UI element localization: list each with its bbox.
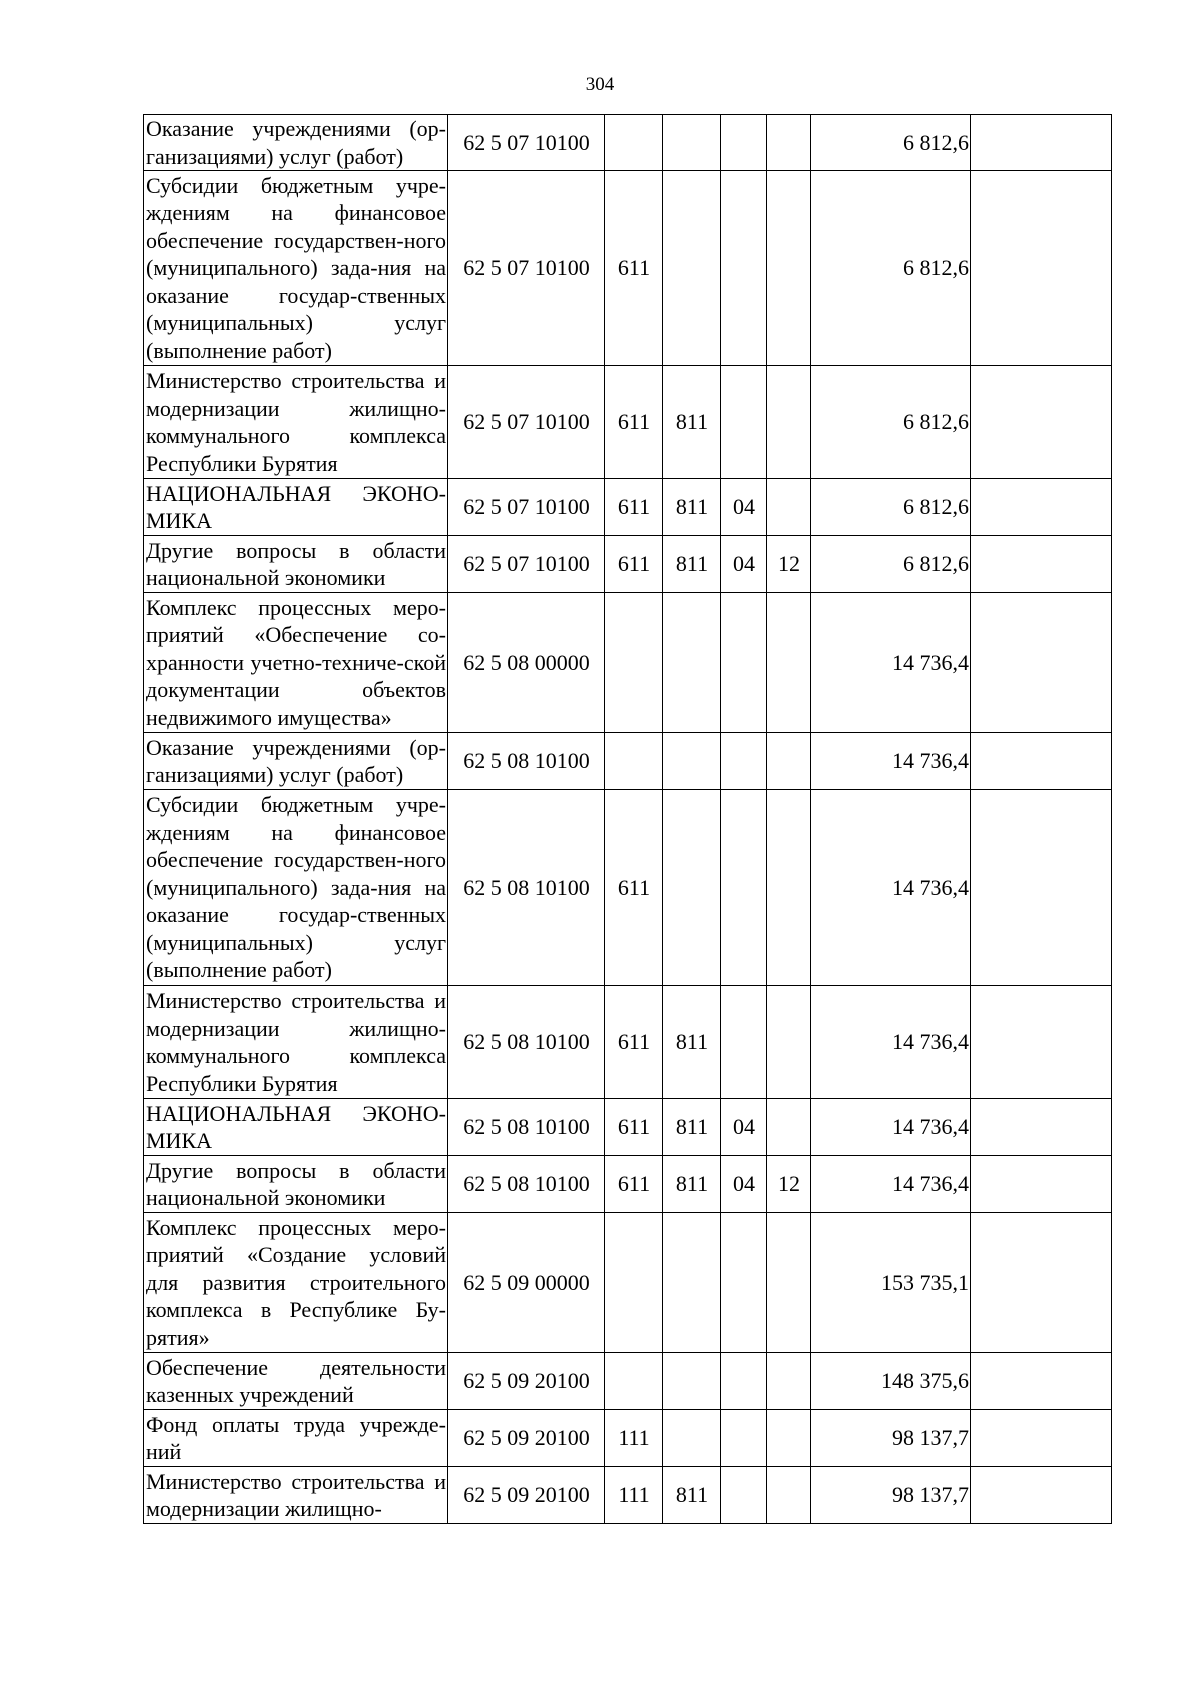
row-section xyxy=(721,1467,767,1524)
row-section xyxy=(721,1410,767,1467)
table-row xyxy=(144,1099,1112,1156)
row-amount: 6 812,6 xyxy=(811,479,971,536)
row-expense-type: 611 xyxy=(605,171,663,366)
row-expense-type xyxy=(605,115,663,171)
row-section xyxy=(721,171,767,366)
row-extra xyxy=(971,366,1112,479)
row-ministry-code xyxy=(663,171,721,366)
row-subsection xyxy=(767,593,811,733)
row-target-code: 62 5 09 20100 xyxy=(448,1353,605,1410)
row-extra xyxy=(971,171,1112,366)
row-extra xyxy=(971,733,1112,790)
table-row xyxy=(144,986,1112,1099)
row-extra xyxy=(971,1099,1112,1156)
row-name: Субсидии бюджетным учре-ждениям на финансовое обеспечение государствен-ного (муниципального) зада-ния на оказание государ-ственных (муниципальных) услуг (выполнение работ) xyxy=(144,790,448,986)
row-target-code: 62 5 07 10100 xyxy=(448,171,605,366)
row-amount: 98 137,7 xyxy=(811,1467,971,1524)
row-target-code: 62 5 08 10100 xyxy=(448,733,605,790)
row-subsection xyxy=(767,479,811,536)
row-target-code: 62 5 08 10100 xyxy=(448,986,605,1099)
row-extra xyxy=(971,593,1112,733)
row-name: Министерство строительства и модернизации жилищно- xyxy=(144,1467,448,1524)
row-expense-type: 611 xyxy=(605,1099,663,1156)
row-name: Другие вопросы в области национальной экономики xyxy=(144,1156,448,1213)
row-ministry-code xyxy=(663,1213,721,1353)
row-ministry-code: 811 xyxy=(663,366,721,479)
row-subsection xyxy=(767,733,811,790)
row-name: Субсидии бюджетным учре-ждениям на финансовое обеспечение государствен-ного (муниципального) зада-ния на оказание государ-ственных (муниципальных) услуг (выполнение работ) xyxy=(144,171,448,366)
row-section xyxy=(721,115,767,171)
row-target-code: 62 5 08 10100 xyxy=(448,1099,605,1156)
row-expense-type: 611 xyxy=(605,536,663,593)
row-extra xyxy=(971,1353,1112,1410)
table-row xyxy=(144,790,1112,986)
row-subsection xyxy=(767,171,811,366)
row-extra xyxy=(971,1213,1112,1353)
row-ministry-code: 811 xyxy=(663,479,721,536)
row-expense-type xyxy=(605,1213,663,1353)
table-row xyxy=(144,1410,1112,1467)
row-ministry-code xyxy=(663,790,721,986)
row-target-code: 62 5 08 00000 xyxy=(448,593,605,733)
table-row xyxy=(144,366,1112,479)
row-ministry-code xyxy=(663,115,721,171)
row-section: 04 xyxy=(721,536,767,593)
row-ministry-code: 811 xyxy=(663,986,721,1099)
table-row xyxy=(144,1156,1112,1213)
row-subsection xyxy=(767,115,811,171)
row-expense-type: 611 xyxy=(605,1156,663,1213)
row-target-code: 62 5 08 10100 xyxy=(448,1156,605,1213)
row-expense-type: 111 xyxy=(605,1467,663,1524)
row-ministry-code xyxy=(663,1353,721,1410)
row-name: НАЦИОНАЛЬНАЯ ЭКОНО-МИКА xyxy=(144,479,448,536)
row-ministry-code: 811 xyxy=(663,1099,721,1156)
row-ministry-code xyxy=(663,1410,721,1467)
row-amount: 14 736,4 xyxy=(811,1099,971,1156)
row-subsection: 12 xyxy=(767,536,811,593)
table-row xyxy=(144,115,1112,171)
row-amount: 14 736,4 xyxy=(811,1156,971,1213)
row-name: Обеспечение деятельности казенных учреждений xyxy=(144,1353,448,1410)
row-amount: 153 735,1 xyxy=(811,1213,971,1353)
row-section xyxy=(721,986,767,1099)
row-subsection xyxy=(767,1099,811,1156)
row-section: 04 xyxy=(721,1099,767,1156)
row-extra xyxy=(971,790,1112,986)
row-name: Министерство строительства и модернизации жилищно-коммунального комплекса Республики Бурятия xyxy=(144,986,448,1099)
row-name: Фонд оплаты труда учрежде-ний xyxy=(144,1410,448,1467)
row-amount: 6 812,6 xyxy=(811,536,971,593)
budget-table xyxy=(143,114,1112,1524)
row-target-code: 62 5 09 20100 xyxy=(448,1410,605,1467)
table-row xyxy=(144,1353,1112,1410)
row-name: Оказание учреждениями (ор-ганизациями) услуг (работ) xyxy=(144,733,448,790)
row-section xyxy=(721,790,767,986)
row-amount: 6 812,6 xyxy=(811,115,971,171)
row-section: 04 xyxy=(721,479,767,536)
row-section xyxy=(721,1353,767,1410)
row-amount: 98 137,7 xyxy=(811,1410,971,1467)
row-expense-type: 611 xyxy=(605,790,663,986)
row-expense-type: 111 xyxy=(605,1410,663,1467)
row-section xyxy=(721,366,767,479)
row-target-code: 62 5 09 20100 xyxy=(448,1467,605,1524)
table-row xyxy=(144,733,1112,790)
row-name: Комплекс процессных меро-приятий «Обеспечение со-хранности учетно-техниче-ской документации объектов недвижимого имущества» xyxy=(144,593,448,733)
row-amount: 14 736,4 xyxy=(811,593,971,733)
row-subsection xyxy=(767,1410,811,1467)
row-extra xyxy=(971,986,1112,1099)
table-row xyxy=(144,593,1112,733)
row-name: Министерство строительства и модернизации жилищно-коммунального комплекса Республики Бурятия xyxy=(144,366,448,479)
row-amount: 14 736,4 xyxy=(811,790,971,986)
row-expense-type: 611 xyxy=(605,366,663,479)
row-extra xyxy=(971,536,1112,593)
table-row xyxy=(144,1467,1112,1524)
page-number: 304 xyxy=(585,74,615,95)
row-section: 04 xyxy=(721,1156,767,1213)
row-amount: 14 736,4 xyxy=(811,986,971,1099)
row-expense-type xyxy=(605,1353,663,1410)
row-target-code: 62 5 07 10100 xyxy=(448,366,605,479)
row-section xyxy=(721,593,767,733)
row-subsection xyxy=(767,1353,811,1410)
row-name: НАЦИОНАЛЬНАЯ ЭКОНО-МИКА xyxy=(144,1099,448,1156)
row-extra xyxy=(971,115,1112,171)
row-name: Оказание учреждениями (ор-ганизациями) услуг (работ) xyxy=(144,115,448,171)
row-target-code: 62 5 07 10100 xyxy=(448,536,605,593)
row-expense-type xyxy=(605,733,663,790)
row-subsection xyxy=(767,1213,811,1353)
row-expense-type: 611 xyxy=(605,479,663,536)
table-row xyxy=(144,171,1112,366)
row-expense-type: 611 xyxy=(605,986,663,1099)
row-ministry-code: 811 xyxy=(663,1156,721,1213)
row-extra xyxy=(971,1467,1112,1524)
table-row xyxy=(144,536,1112,593)
row-amount: 6 812,6 xyxy=(811,366,971,479)
row-name: Другие вопросы в области национальной экономики xyxy=(144,536,448,593)
row-subsection xyxy=(767,986,811,1099)
table-row xyxy=(144,479,1112,536)
row-extra xyxy=(971,479,1112,536)
row-extra xyxy=(971,1156,1112,1213)
row-expense-type xyxy=(605,593,663,733)
row-ministry-code xyxy=(663,593,721,733)
table-row xyxy=(144,1213,1112,1353)
row-name: Комплекс процессных меро-приятий «Создание условий для развития строительного комплекса в Республике Бу-рятия» xyxy=(144,1213,448,1353)
row-section xyxy=(721,733,767,790)
row-subsection xyxy=(767,790,811,986)
row-ministry-code: 811 xyxy=(663,1467,721,1524)
row-amount: 14 736,4 xyxy=(811,733,971,790)
row-section xyxy=(721,1213,767,1353)
row-ministry-code xyxy=(663,733,721,790)
row-amount: 148 375,6 xyxy=(811,1353,971,1410)
row-target-code: 62 5 07 10100 xyxy=(448,479,605,536)
row-subsection xyxy=(767,366,811,479)
row-amount: 6 812,6 xyxy=(811,171,971,366)
row-target-code: 62 5 07 10100 xyxy=(448,115,605,171)
row-subsection xyxy=(767,1467,811,1524)
row-extra xyxy=(971,1410,1112,1467)
row-ministry-code: 811 xyxy=(663,536,721,593)
row-target-code: 62 5 08 10100 xyxy=(448,790,605,986)
row-target-code: 62 5 09 00000 xyxy=(448,1213,605,1353)
row-subsection: 12 xyxy=(767,1156,811,1213)
